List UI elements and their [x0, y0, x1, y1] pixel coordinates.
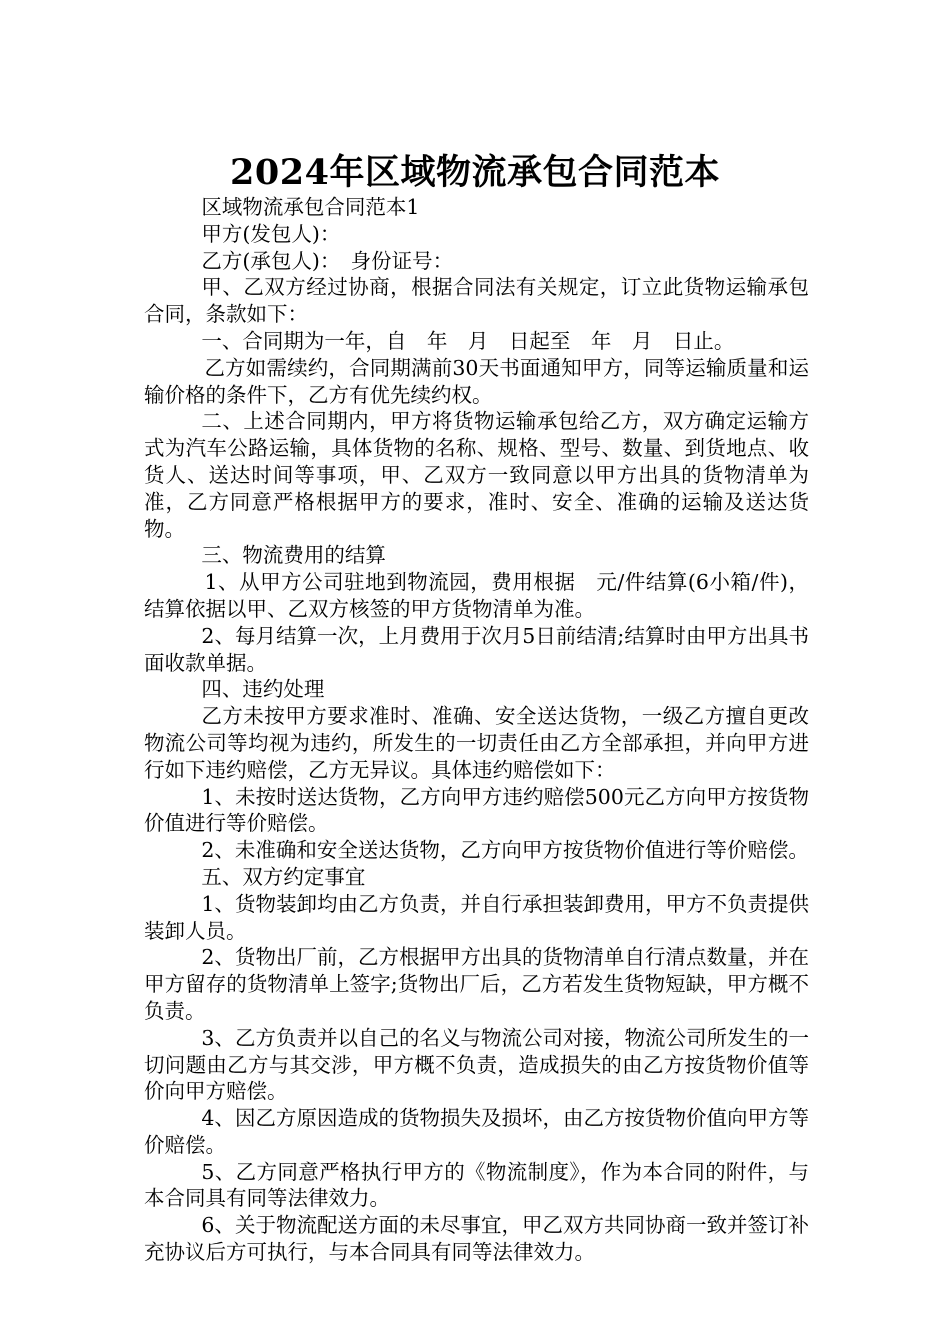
section-4-heading: 四、违约处理	[201, 677, 325, 702]
clause-4-intro: 乙方未按甲方要求准时、准确、安全送达货物，一级乙方擅自更改物流公司等均视为违约，所发生的一切责任由乙方全部承担，并向甲方进行如下违约赔偿，乙方无异议。具体违约赔偿如下：	[144, 704, 809, 782]
clause-2-transport: 二、上述合同期内，甲方将货物运输承包给乙方，双方确定运输方式为汽车公路运输，具体货物的名称、规格、型号、数量、到货地点、收货人、送达时间等事项，甲、乙双方一致同意以甲方出具的货物清单为准，乙方同意严格根据甲方的要求，准时、安全、准确的运输及送达货物。	[144, 409, 809, 541]
clause-5-1: 1、货物装卸均由乙方负责，并自行承担装卸费用，甲方不负责提供装卸人员。	[144, 891, 809, 943]
preamble-paragraph: 甲、乙双方经过协商，根据合同法有关规定，订立此货物运输承包合同，条款如下：	[144, 275, 809, 327]
clause-4-2: 2、未准确和安全送达货物，乙方向甲方按货物价值进行等价赔偿。	[201, 838, 809, 863]
clause-5-6: 6、关于物流配送方面的未尽事宜，甲乙双方共同协商一致并签订补充协议后方可执行，与本合同具有同等法律效力。	[144, 1213, 809, 1265]
clause-5-4: 4、因乙方原因造成的货物损失及损坏，由乙方按货物价值向甲方等价赔偿。	[144, 1106, 809, 1157]
clause-1-renewal: 乙方如需续约，合同期满前30天书面通知甲方，同等运输质量和运输价格的条件下，乙方有优先续约权。	[144, 355, 809, 407]
document-title: 2024年区域物流承包合同范本	[230, 152, 720, 194]
section-3-heading: 三、物流费用的结算	[201, 543, 386, 568]
clause-5-3: 3、乙方负责并以自己的名义与物流公司对接，物流公司所发生的一切问题由乙方与其交涉，甲方概不负责，造成损失的由乙方按货物价值等价向甲方赔偿。	[144, 1025, 809, 1104]
clause-3-2: 2、每月结算一次，上月费用于次月5日前结清;结算时由甲方出具书面收款单据。	[144, 623, 809, 675]
clause-3-1: 1、从甲方公司驻地到物流园，费用根据 元/件结算(6小箱/件)，结算依据以甲、乙双方核签的甲方货物清单为准。	[144, 570, 809, 621]
contract-heading: 区域物流承包合同范本1	[201, 195, 420, 219]
clause-4-1: 1、未按时送达货物，乙方向甲方违约赔偿500元乙方向甲方按货物价值进行等价赔偿。	[144, 784, 809, 836]
document-body	[144, 194, 809, 1266]
clause-5-5: 5、乙方同意严格执行甲方的《物流制度》，作为本合同的附件，与本合同具有同等法律效力。	[144, 1159, 809, 1211]
clause-1-term: 一、合同期为一年，自 年 月 日起至 年 月 日止。	[201, 328, 735, 353]
party-b-line: 乙方(承包人)： 身份证号：	[201, 248, 454, 273]
party-a-line: 甲方(发包人)：	[201, 221, 341, 246]
section-5-heading: 五、双方约定事宜	[201, 864, 366, 889]
clause-5-2: 2、货物出厂前，乙方根据甲方出具的货物清单自行清点数量，并在甲方留存的货物清单上签字;货物出厂后，乙方若发生货物短缺，甲方概不负责。	[144, 945, 809, 1023]
